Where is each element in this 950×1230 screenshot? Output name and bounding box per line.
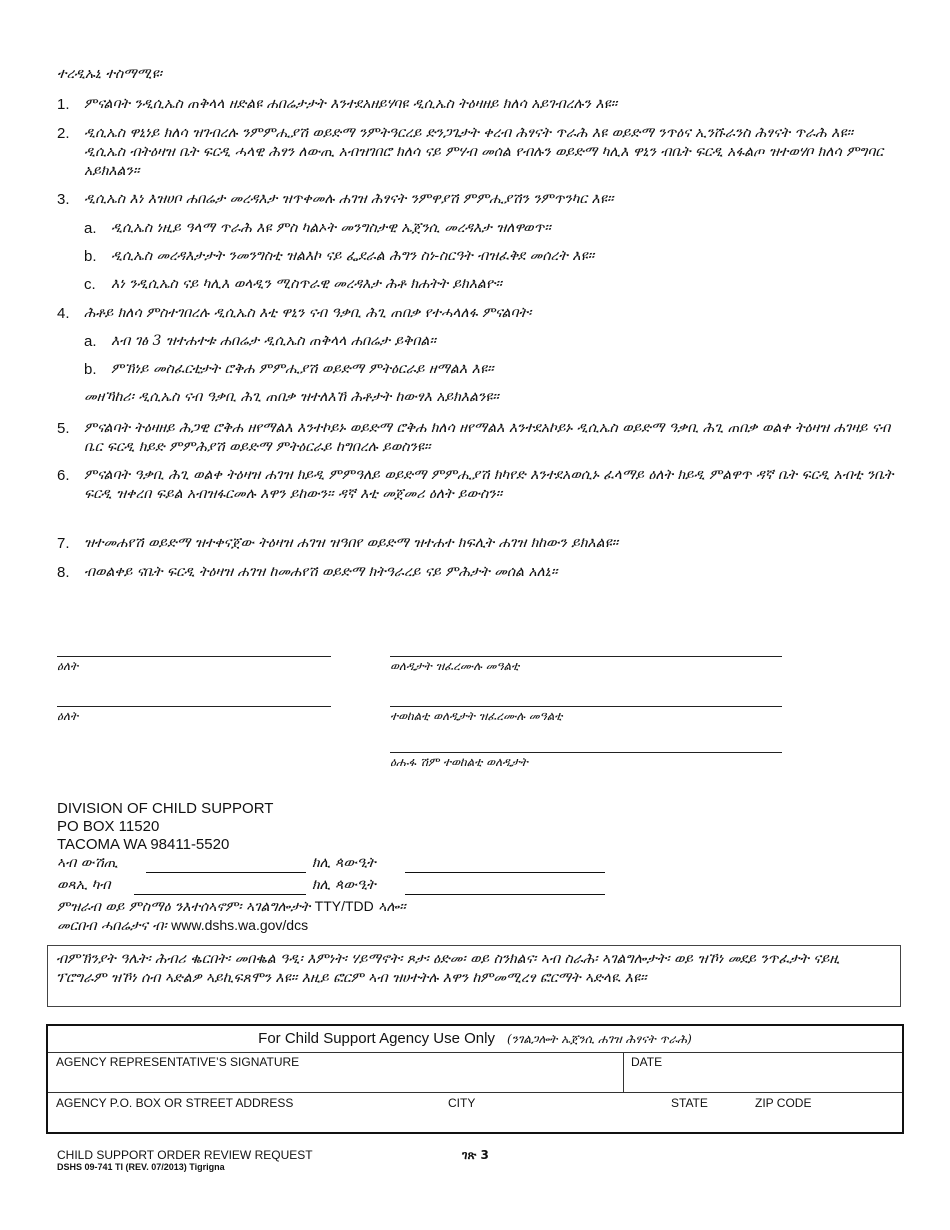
representative-name-line[interactable] [390,752,782,753]
agency-box-header [48,1026,902,1053]
area-code-label-2: ክሊ ጳውዒት [312,877,376,893]
agency-date-label: DATE [631,1055,663,1069]
agency-zip-label: ZIP CODE [755,1096,812,1110]
item-text: ሕቶይ ክለሳ ምስተገበረሉ ዲሲኤስ እቲ ዋኒን ናብ ዓቃቢ ሕጊ ጠበቃ የተሓላለፋ ምናልባት፡ [84,305,532,321]
item-number: 5. [57,420,70,437]
address-line-3: TACOMA WA 98411-5520 [57,836,230,853]
parent-signature-label: ወለዲታት ዝፈረሙሉ መዓልቲ [390,659,520,673]
item-number: 7. [57,535,70,552]
date-line-1[interactable] [57,656,331,657]
outside-phone-label: ወጻኢ ካብ [57,877,111,893]
list-item-2 [57,124,897,181]
parent-signature-line[interactable] [390,656,782,657]
agency-signature-label: AGENCY REPRESENTATIVE’S SIGNATURE [56,1055,300,1069]
agency-city-label: CITY [448,1096,476,1110]
item-text: ዲሲኤስ ነዚይ ዓላማ ጥራሕ እዩ ምስ ካልኦት መንግስታዊ ኤጀንሲ መረዳእታ ዝለዋወጥ። [111,220,551,236]
item-number: 1. [57,96,70,113]
item-text: ዝተመሐየሽ ወይድማ ዝተቀናጀው ትዕዛዝ ሐገዝ ዝዓበየ ወይድማ ዝተሐተ ክፍሊት ሐገዝ ክከውን ይክእልዩ። [84,535,619,551]
list-item-6 [57,466,897,504]
date-line-2[interactable] [57,706,331,707]
tty-suffix: ኣሎ። [378,899,406,915]
list-item-4b [84,360,884,379]
item-text: ምኽነይ መስፈርቲታት ሮቅሐ ምምሒያሽ ወይድማ ምትዕርራይ ዘማልእ እዩ። [111,361,494,377]
tty-prefix: ምዝራብ ወይ ምስማዕ ንእተሰኣኖም፡ ኣገልግሎታት [57,899,311,915]
agency-address-label: AGENCY P.O. BOX OR STREET ADDRESS [56,1096,294,1110]
item-text: ምናልባት ዓቃቢ ሕጊ ወልቀ ትዕዛዝ ሐገዝ ክይዲ ምምዓለይ ወይድማ ምምሒያሽ ክካየድ እንተደአወሲኑ ፈላማይ ዕለት ክይዲ ምልዋጥ ዳኛ ቤት ፍርዲ አብቲ ንቤት ፍርዲ ዝቀረበ ፍይል አብዝፋርመሉ እዋን ይከውን። ዳኛ እቲ መጀመሪ ዕለት ይውስን። [84,467,894,502]
item-number: b. [84,248,97,265]
area-code-field-2[interactable] [405,894,605,895]
list-item-8 [57,563,897,582]
item-number: 4. [57,305,70,322]
website-prefix: መርበብ ሓበሬታና ብ፡ [57,918,167,934]
list-item-4 [57,304,897,323]
local-phone-field[interactable] [146,872,306,873]
section-heading: ተረዲኡኒ ተስማሚዩ፡ [57,66,162,82]
list-item-3b [84,247,884,266]
list-item-3 [57,190,897,209]
date-label-1: ዕለት [57,659,79,673]
item-number: 6. [57,467,70,484]
agency-signature-row [48,1052,902,1093]
website-link[interactable]: www.dshs.wa.gov/dcs [171,917,309,933]
tty-line [57,898,406,915]
agency-box-title-tigrigna: (ንገልጋሎት ኤጀንሲ ሐገዝ ሕፃናት ጥራሕ) [506,1032,692,1046]
item-number: a. [84,333,97,350]
representative-name-label: ዕሑፋ ሽም ተወከልቲ ወለዲታት [390,755,528,769]
form-id: DSHS 09-741 TI (REV. 07/2013) Tigrigna [57,1162,225,1172]
local-phone-label: ኣብ ውሽጢ [57,855,118,871]
area-code-field[interactable] [405,872,605,873]
item-text: ዲሲኤስ እነ እዝሀቦ ሐበሬታ መረዳእታ ዝጥቀመሉ ሐገዝ ሕፃናት ንምዋያሽ ምምሒያሽን ንምጥንካር እዩ። [84,191,614,207]
list-item-3c [84,275,884,294]
item-text: እነ ንዲሲኤስ ናይ ካሊእ ወላዲን ሚስጥራዊ መረዳእታ ሕቶ ክሐትት ይክእልዮ። [111,276,502,292]
page-number: ገጽ 3 [462,1148,489,1162]
item-number: 8. [57,564,70,581]
item-number: a. [84,220,97,237]
outside-phone-field[interactable] [134,894,306,895]
representative-signature-label: ተወከልቲ ወለዲታት ዝፈረሙሉ መዓልቲ [390,709,563,723]
list-item-4a [84,332,884,351]
note-text: መዘኻከሪ፡ ዲሲኤስ ናብ ዓቃቢ ሕጊ ጠበቃ ዝተለእኸ ሕቶታት ከውፃእ አይክእልንዩ። [84,389,499,405]
list-item-1 [57,95,897,114]
item-number: b. [84,361,97,378]
representative-signature-line[interactable] [390,706,782,707]
item-text: ምናልባት ትዕዛዘይ ሕጋዊ ሮቅሐ ዘየማልእ እንተኮይኑ ወይድማ ሮቅሐ ክለሳ ዘየማልእ እንተደአኮይኑ ዲሲኤስ ወይድማ ዓቃቢ ሕጊ ጠበቃ ወልቀ ትዕዛዝ ሐገዛይ ናብ ቤር ፍርዲ ክይድ ምምሕያሽ ወይድማ ምትዕርራይ ከግበረሉ ይወስንዩ። [84,420,891,455]
item-text: ዲሲኤስ መረዳእታታት ንመንግስቲ ዝልእኮ ናይ ፌደራል ሕግን ስነ-ስርዓት ብዝፈቅደ መሰረት እዩ። [111,248,595,264]
list-item-3a [84,219,884,238]
address-line-2: PO BOX 11520 [57,818,160,835]
form-title: CHILD SUPPORT ORDER REVIEW REQUEST [57,1148,313,1162]
website-line [57,917,308,934]
item-number: c. [84,276,96,293]
area-code-label: ክሊ ጳውዒት [312,855,376,871]
item-number: 2. [57,125,70,142]
tty-value: TTY/TDD [314,898,374,914]
date-label-2: ዕለት [57,709,79,723]
list-item-5 [57,419,897,457]
item-text: ዲሲኤስ ዋኒነይ ክለሳ ዝገብረሉ ንምምሒያሽ ወይድማ ንምትዓርረይ ድንጋጌታት ቀረብ ሕፃናት ጥራሕ እዩ ወይድማ ንጥዕና ኢንሹራንስ ሕፃናት ጥራሕ እዩ፡፡ ዲሲኤስ ብትዕዛዝ ቤት ፍርዲ ሓላዊ ሕፃን ለውጢ አብዝገበሮ ክለሳ ናይ ምሃብ መሰል የብሉን ወይድማ ካሊእ ዋኒን ብቤት ፍርዲ አፋልጦ ዝተወሃቦ ክለሳ ምግባር አይክእልን። [84,125,884,179]
item-text: ብወልቀይ ናቤት ፍርዲ ትዕዛዝ ሐገዝ ከመሐየሽ ወይድማ ክትዓራረይ ናይ ምሕታት መሰል አለኒ። [84,564,558,580]
address-line-1: DIVISION OF CHILD SUPPORT [57,800,274,817]
agency-state-label: STATE [671,1096,708,1110]
item-number: 3. [57,191,70,208]
agency-use-box [46,1024,904,1134]
agency-box-title: For Child Support Agency Use Only [258,1030,495,1047]
item-text: እብ ገፅ 3 ዝተሐተቱ ሐበሬታ ዲሲኤስ ጠቅላላ ሐበሬታ ይቅበል። [111,333,436,349]
item-text: ምናልባት ንዲሲኤስ ጠቅላላ ዘድልዩ ሐበሬታታት እንተደአዘይሃባዩ ዲሲኤስ ትዕዛዘይ ክለሳ አይገብረሉን እዩ። [84,96,618,112]
column-divider [623,1052,624,1092]
list-item-7 [57,534,897,553]
nondiscrimination-notice: ብምኽንያት ዓሌት፡ ሕብሪ ቈርበት፡ መበቈል ዓዲ፡ እምነት፡ ሃይማኖት፡ ጾታ፡ ዕድመ፡ ወይ ስንክልና፡ ኣብ ስራሕ፡ ኣገልግሎታት፡ ወይ ዝኾነ መደይ ንጥፈታት ናይዚ ፕሮግራም ዝኾነ ሰብ ኣድልዎ ኣይኪፍጸሞን እዩ። እዚይ ፎርም ኣብ ዝሀተትሉ እዋን ከምመሚረፃ ፎርማት ኣድላዪ እዩ። [47,945,901,1007]
